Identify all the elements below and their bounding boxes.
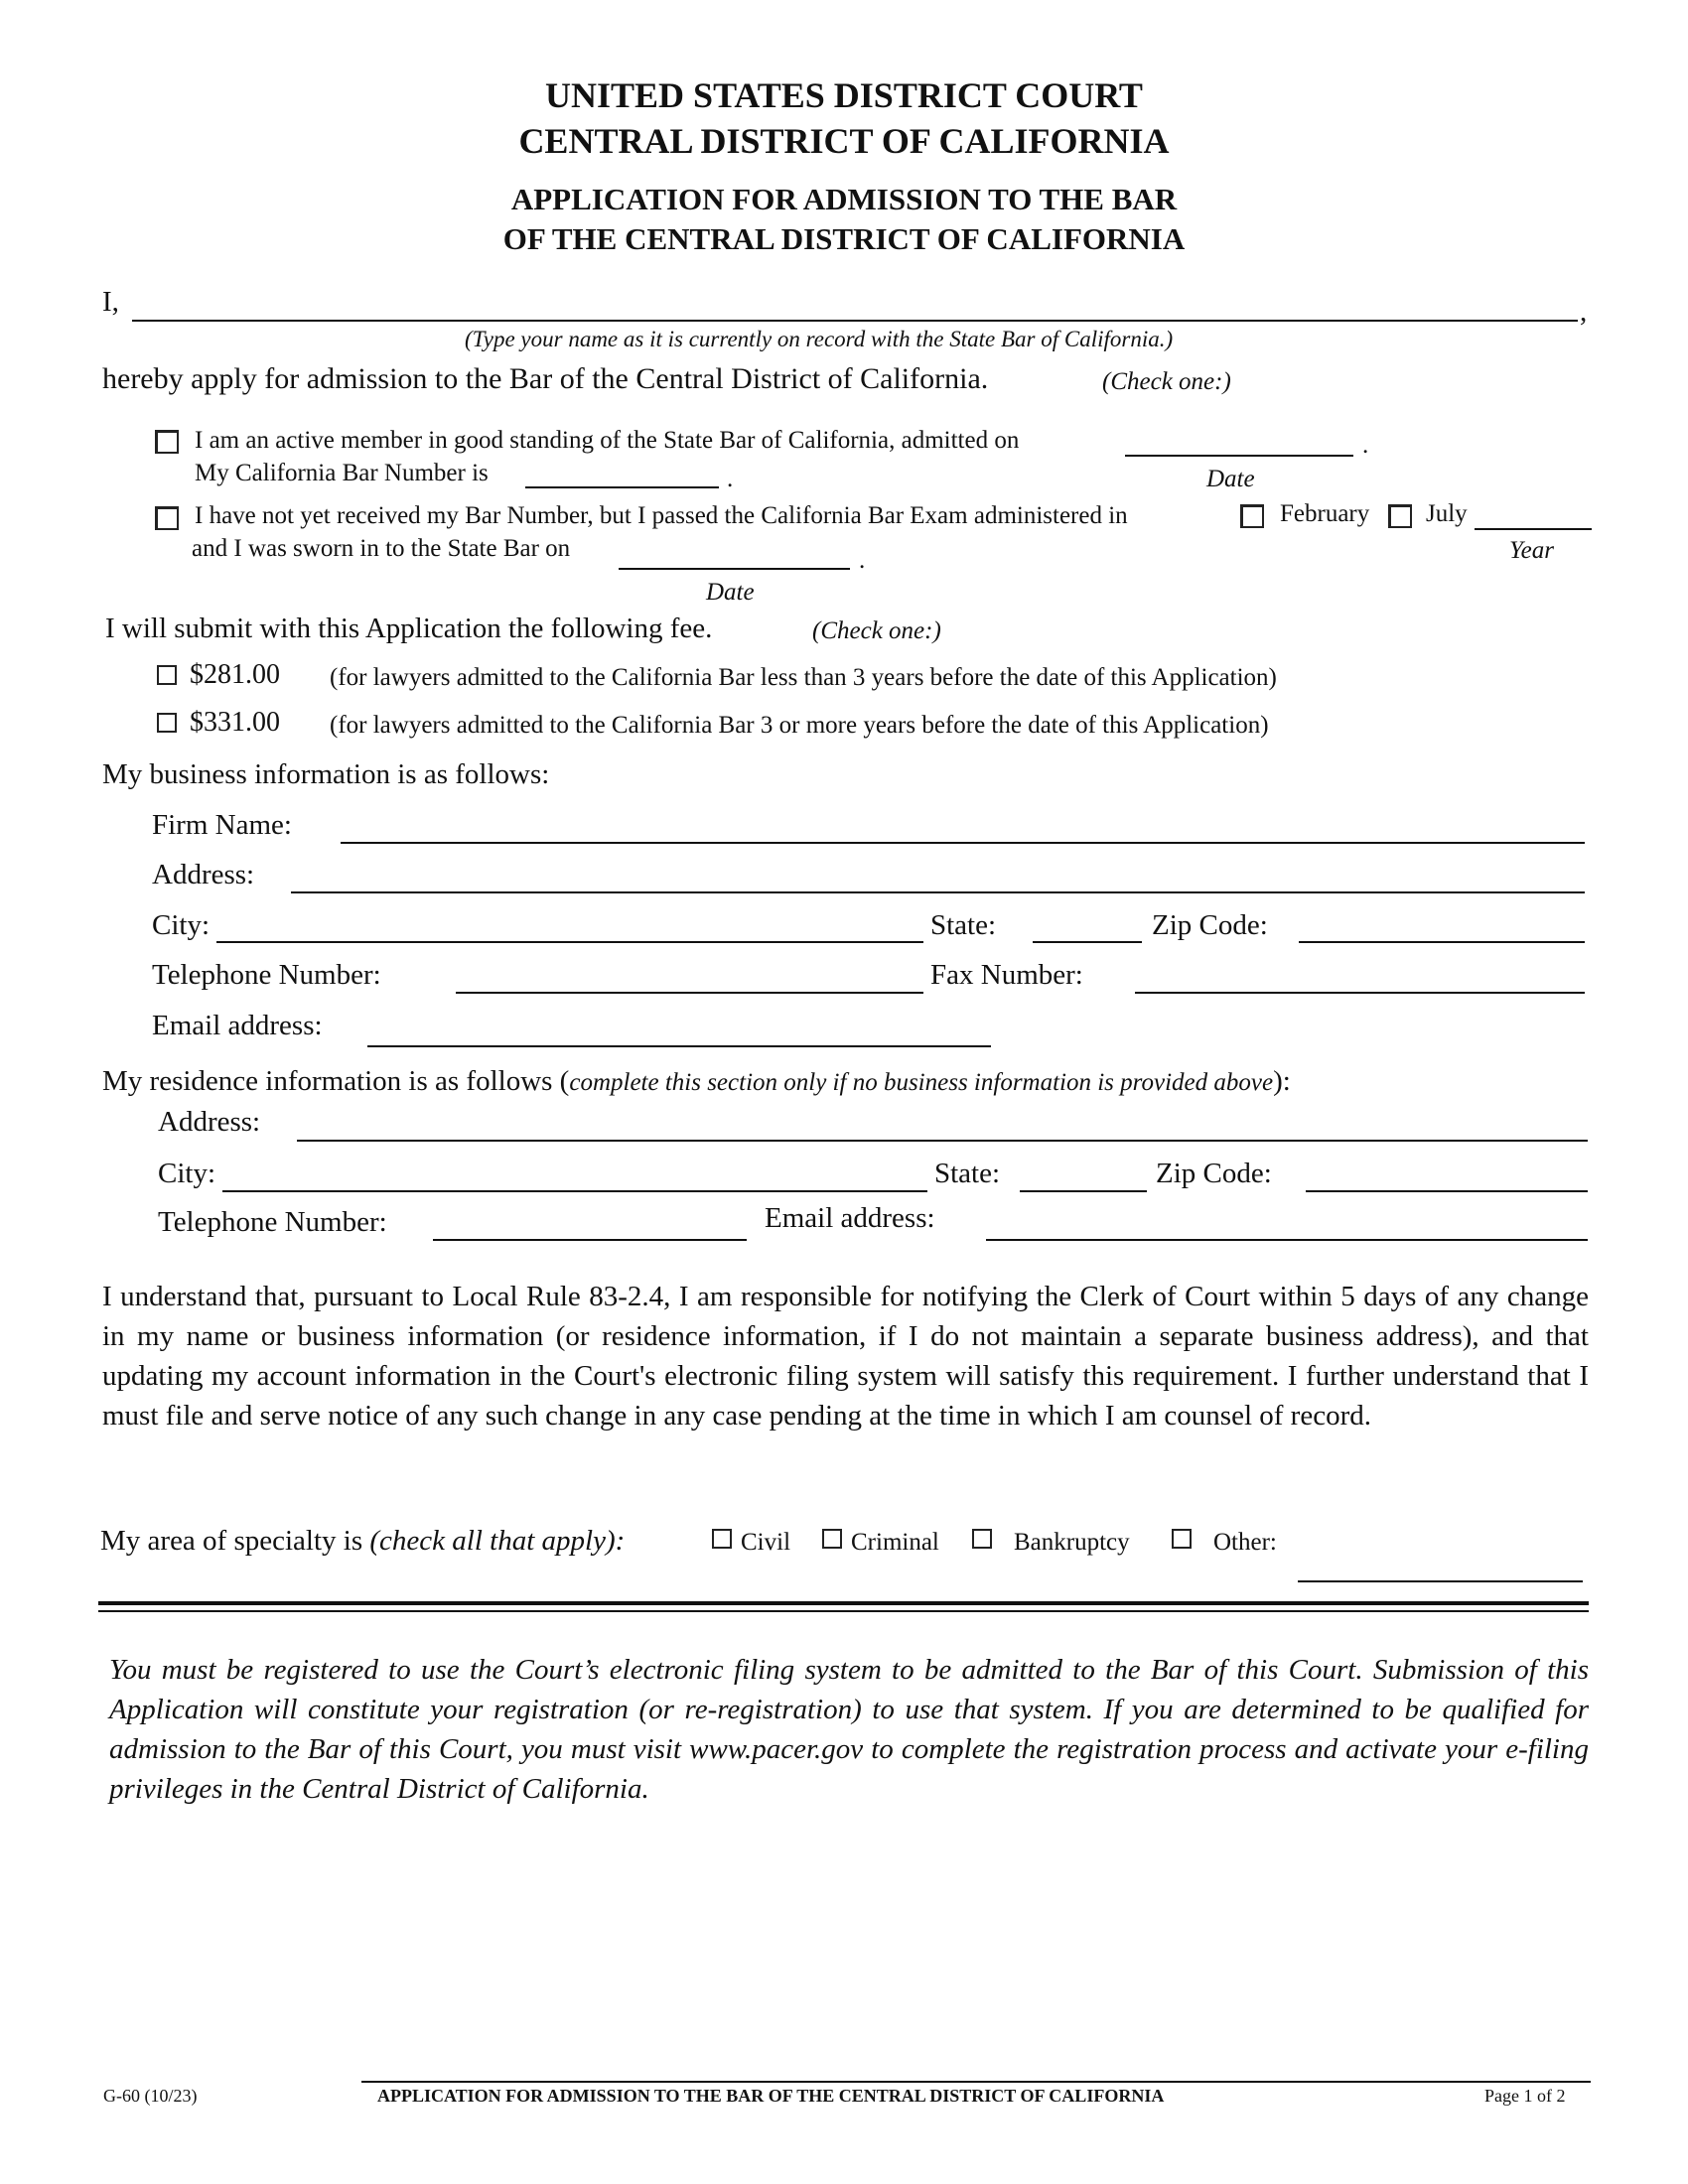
footer-title: APPLICATION FOR ADMISSION TO THE BAR OF THE CENTRAL DISTRICT OF CALIFORNIA xyxy=(377,2086,1165,2106)
page-number: Page 1 of 2 xyxy=(1484,2086,1566,2106)
other-label: Other: xyxy=(1213,1529,1277,1556)
business-state-label: State: xyxy=(930,909,997,941)
residence-heading-text: My residence information is as follows ( xyxy=(102,1065,570,1097)
february-label: February xyxy=(1280,500,1370,527)
business-zip-field[interactable] xyxy=(1299,941,1585,943)
residence-state-label: State: xyxy=(934,1158,1001,1189)
residence-telephone-label: Telephone Number: xyxy=(158,1206,387,1238)
fee-check-one: (Check one:) xyxy=(812,617,941,644)
other-specialty-field[interactable] xyxy=(1298,1580,1583,1582)
criminal-checkbox[interactable] xyxy=(822,1529,842,1549)
fee-281-amount: $281.00 xyxy=(190,659,280,690)
business-address-field[interactable] xyxy=(291,891,1585,893)
acknowledgment-paragraph: I understand that, pursuant to Local Rule 83-2.4, I am responsible for notifying the Clerk of Court within 5 days of any change in my name or business information (or residence information, if I do not maintain a separate business address), and that updating my account information in the Court's electronic filing system will satisfy this requirement. I further understand that I must file and serve notice of any such change in any case pending at the time in which I am counsel of record. xyxy=(102,1281,1589,1432)
bankruptcy-checkbox[interactable] xyxy=(972,1529,992,1549)
specialty-label xyxy=(100,1527,625,1556)
residence-zip-field[interactable] xyxy=(1306,1190,1588,1192)
court-name: UNITED STATES DISTRICT COURT xyxy=(545,75,1143,115)
business-city-field[interactable] xyxy=(216,941,923,943)
fee-intro: I will submit with this Application the following fee. xyxy=(105,613,713,644)
divider-rule xyxy=(98,1601,1589,1605)
exam-year-field[interactable] xyxy=(1475,528,1592,530)
residence-city-field[interactable] xyxy=(222,1190,927,1192)
active-member-checkbox[interactable] xyxy=(155,430,179,454)
residence-heading xyxy=(102,1067,1291,1096)
residence-zip-label: Zip Code: xyxy=(1156,1158,1272,1189)
date-caption: Date xyxy=(706,579,755,606)
district-name: CENTRAL DISTRICT OF CALIFORNIA xyxy=(518,121,1170,161)
specialty-label-text: My area of specialty is xyxy=(100,1525,363,1557)
business-heading: My business information is as follows: xyxy=(102,758,550,790)
other-checkbox[interactable] xyxy=(1172,1529,1192,1549)
firm-name-label: Firm Name: xyxy=(152,809,292,841)
name-prefix: I, xyxy=(102,286,119,318)
business-state-field[interactable] xyxy=(1033,941,1142,943)
july-label: July xyxy=(1426,500,1468,527)
residence-address-field[interactable] xyxy=(297,1140,1588,1142)
name-caption: (Type your name as it is currently on record with the State Bar of California.) xyxy=(465,327,1174,351)
form-title-line1: APPLICATION FOR ADMISSION TO THE BAR xyxy=(510,182,1178,216)
business-address-label: Address: xyxy=(152,859,255,890)
residence-email-label: Email address: xyxy=(765,1202,935,1234)
residence-city-label: City: xyxy=(158,1158,216,1189)
form-title-line2: OF THE CENTRAL DISTRICT OF CALIFORNIA xyxy=(502,221,1186,256)
firm-name-field[interactable] xyxy=(341,842,1585,844)
business-email-field[interactable] xyxy=(367,1045,991,1047)
residence-telephone-field[interactable] xyxy=(433,1239,747,1241)
business-telephone-field[interactable] xyxy=(456,992,923,994)
bar-number-field[interactable] xyxy=(525,486,719,488)
footer-rule xyxy=(361,2081,1591,2083)
name-field[interactable] xyxy=(132,320,1578,322)
residence-heading-end: ): xyxy=(1273,1065,1291,1097)
sworn-in-label: and I was sworn in to the State Bar on xyxy=(192,535,571,562)
not-yet-received-text: I have not yet received my Bar Number, but I passed the California Bar Exam administered in xyxy=(195,502,1128,529)
residence-heading-note: complete this section only if no business information is provided above xyxy=(569,1069,1274,1096)
fax-field[interactable] xyxy=(1135,992,1585,994)
period: . xyxy=(859,547,866,574)
efiling-notice: You must be registered to use the Court’s electronic filing system to be admitted to the Bar of this Court. Submission of this Application will constitute your registration (or re-registration) to use that system. If you are determined to be qualified for admission to the Bar of this Court, you must visit www.pacer.gov to complete the registration process and activate your e-filing privileges in the Central District of California. xyxy=(109,1654,1589,1805)
not-yet-received-checkbox[interactable] xyxy=(155,506,179,530)
form-id: G-60 (10/23) xyxy=(103,2086,198,2106)
bar-number-label: My California Bar Number is xyxy=(195,460,489,486)
business-city-label: City: xyxy=(152,909,211,941)
specialty-note: (check all that apply): xyxy=(369,1525,626,1557)
period: . xyxy=(1362,432,1369,459)
business-email-label: Email address: xyxy=(152,1010,323,1041)
fee-281-description: (for lawyers admitted to the California Bar less than 3 years before the date of this Application) xyxy=(330,664,1277,691)
fee-331-description: (for lawyers admitted to the California Bar 3 or more years before the date of this Application) xyxy=(330,712,1269,739)
business-telephone-label: Telephone Number: xyxy=(152,959,381,991)
residence-email-field[interactable] xyxy=(986,1239,1588,1241)
residence-state-field[interactable] xyxy=(1020,1190,1147,1192)
sworn-date-field[interactable] xyxy=(619,568,850,570)
fee-331-checkbox[interactable] xyxy=(157,713,177,733)
criminal-label: Criminal xyxy=(851,1529,939,1556)
civil-label: Civil xyxy=(741,1529,791,1556)
civil-checkbox[interactable] xyxy=(712,1529,732,1549)
july-checkbox[interactable] xyxy=(1388,504,1412,528)
divider-rule xyxy=(98,1610,1589,1612)
bankruptcy-label: Bankruptcy xyxy=(1014,1529,1130,1556)
name-comma: , xyxy=(1580,296,1588,328)
date-caption: Date xyxy=(1206,466,1255,492)
check-one-note: (Check one:) xyxy=(1102,368,1231,395)
fee-331-amount: $331.00 xyxy=(190,707,280,738)
active-member-text: I am an active member in good standing of the State Bar of California, admitted on xyxy=(195,427,1020,454)
business-zip-label: Zip Code: xyxy=(1152,909,1268,941)
apply-text: hereby apply for admission to the Bar of the Central District of California. xyxy=(102,362,989,395)
fax-label: Fax Number: xyxy=(930,959,1083,991)
residence-address-label: Address: xyxy=(158,1106,261,1138)
fee-281-checkbox[interactable] xyxy=(157,665,177,685)
period: . xyxy=(727,466,734,492)
february-checkbox[interactable] xyxy=(1240,504,1264,528)
year-caption: Year xyxy=(1509,537,1554,564)
admission-date-field[interactable] xyxy=(1125,455,1353,457)
